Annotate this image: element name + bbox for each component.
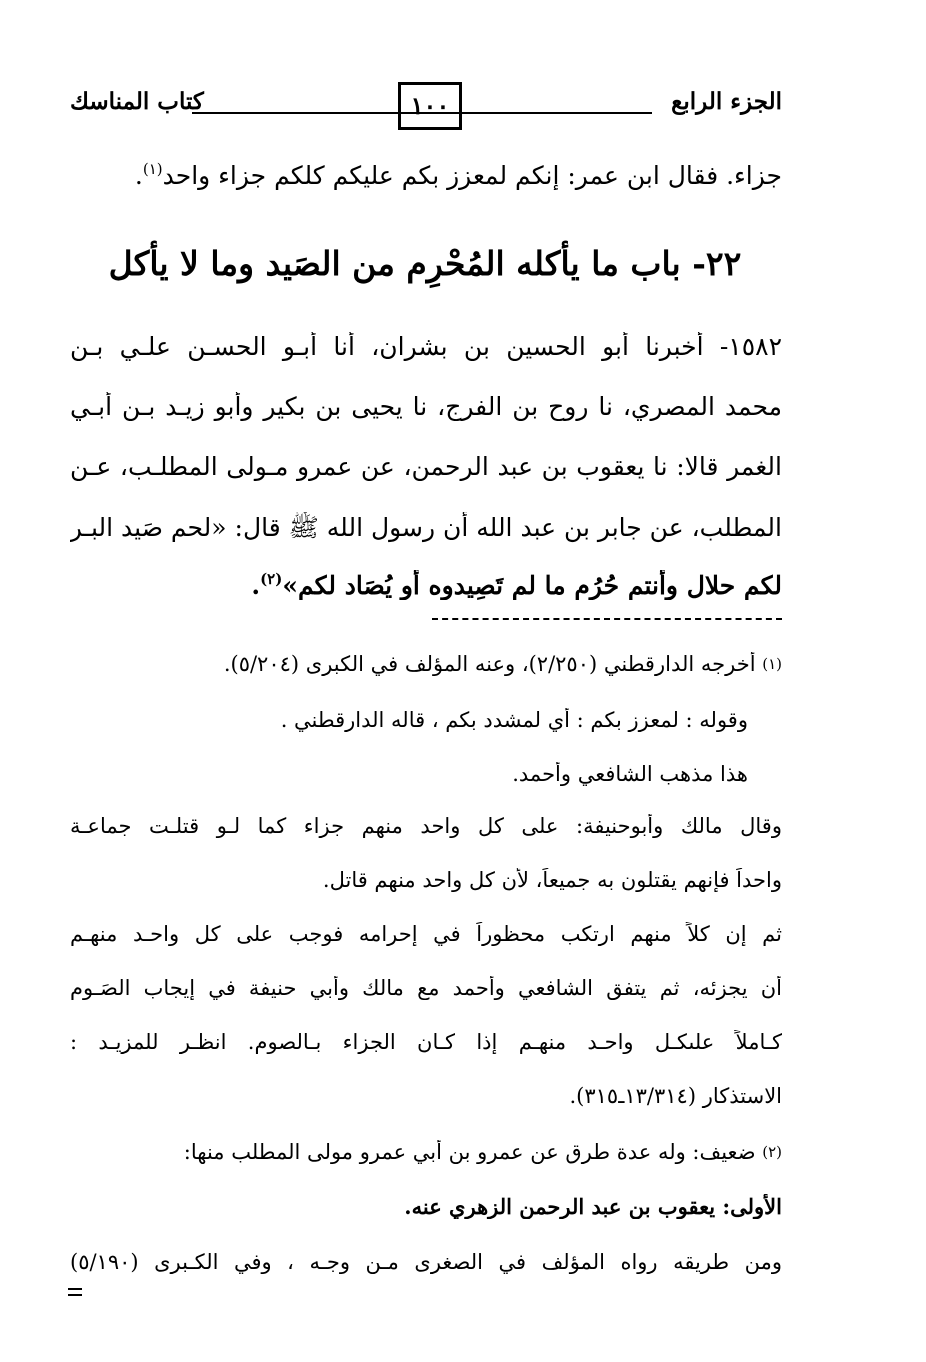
hadith-line-last: لكم حلال وأنتم حُرُم ما لم تَصِيدوه أو يُصَاد لكم»$^{(٢)}$. (70, 570, 782, 600)
footnote-ref: (٢) (260, 570, 283, 588)
hadith-line: ١٥٨٢- أخبرنا أبو الحسين بن بشران، أنا أبـو الحسـن علـي بـن (70, 332, 782, 361)
footnote-line: أن يجزئه، ثم يتفق الشافعي وأحمد مع مالك وأبي حنيفة في إيجاب الصَـوم (70, 976, 782, 1000)
footnote-text: ضعيف: وله عدة طرق عن عمرو بن أبي عمرو مولى المطلب منها: (183, 1140, 756, 1164)
page-number-box (398, 82, 462, 130)
footnote-ref: (١) (142, 160, 163, 178)
running-header (70, 82, 782, 136)
header-rule-right (454, 112, 652, 114)
page-number: ١٠٠ (410, 91, 450, 120)
footnote-line: الاستذكار (١٣/٣١٤ـ٣١٥). (569, 1084, 782, 1108)
footnote-line: واحداً فإنهم يقتلون به جميعاً، لأن كل واحد منهم قاتل. (322, 868, 782, 892)
line-text: جزاء. فقال ابن عمر: إنكم لمعزز بكم عليكم كلكم جزاء واحد (162, 161, 782, 190)
chapter-title: ٢٢- باب ما يأكله المُحْرِم من الصَيد وما لا يأكل (108, 244, 742, 283)
footnote-line: وقوله : لمعزز بكم : أي لمشدد بكم ، قاله الدارقطني . (280, 708, 748, 732)
footnote-line (70, 1140, 782, 1164)
continuation-mark (68, 1288, 82, 1300)
footnote-line: هذا مذهب الشافعي وأحمد. (512, 762, 748, 786)
footnote-line: ثم إن كلاً منهم ارتكب محظوراً في إحرامه فوجب على كل واحـد منهـم (70, 922, 782, 946)
header-part-label: الجزء الرابع (671, 88, 782, 115)
hadith-line: محمد المصري، نا روح بن الفرج، نا يحيى بن بكير وأبو زيـد بـن أبـي (70, 392, 782, 421)
footnote-separator (432, 618, 782, 620)
footnote-marker: (١) (762, 655, 782, 673)
footnote-text: أخرجه الدارقطني (٢/٢٥٠)، وعنه المؤلف في الكبرى (٥/٢٠٤). (223, 652, 756, 676)
hadith-line: المطلب، عن جابر بن عبد الله أن رسول الله ﷺ قال: «لحم صَيد البـر (70, 513, 782, 542)
footnote-line: كـاملاً علىكـل واحـد منهـم إذا كـان الجزاء بـالصوم. انظـر للمزيـد : (70, 1030, 782, 1054)
footnote-line: ومن طريقه رواه المؤلف في الصغرى مـن وجـه ، وفي الكـبرى (٥/١٩٠) (70, 1250, 782, 1274)
header-rule-left (192, 112, 458, 114)
header-book-label: كتاب المناسك (70, 88, 204, 115)
text-line: جزاء. فقال ابن عمر: إنكم لمعزز بكم عليكم كلكم جزاء واحد$^{(١)}$. (134, 160, 782, 190)
hadith-quote: لكم حلال وأنتم حُرُم ما لم تَصِيدوه أو يُصَاد لكم» (282, 571, 782, 600)
footnote-line (70, 652, 782, 676)
footnote-line: الأولى: يعقوب بن عبد الرحمن الزهري عنه. (404, 1194, 782, 1219)
footnote-marker: (٢) (762, 1143, 782, 1161)
hadith-line: الغمر قالا: نا يعقوب بن عبد الرحمن، عن عمرو مـولى المطلـب، عـن (70, 452, 782, 481)
footnote-line: وقال مالك وأبوحنيفة: على كل واحد منهم جزاء كما لـو قتلـت جماعـة (70, 814, 782, 838)
